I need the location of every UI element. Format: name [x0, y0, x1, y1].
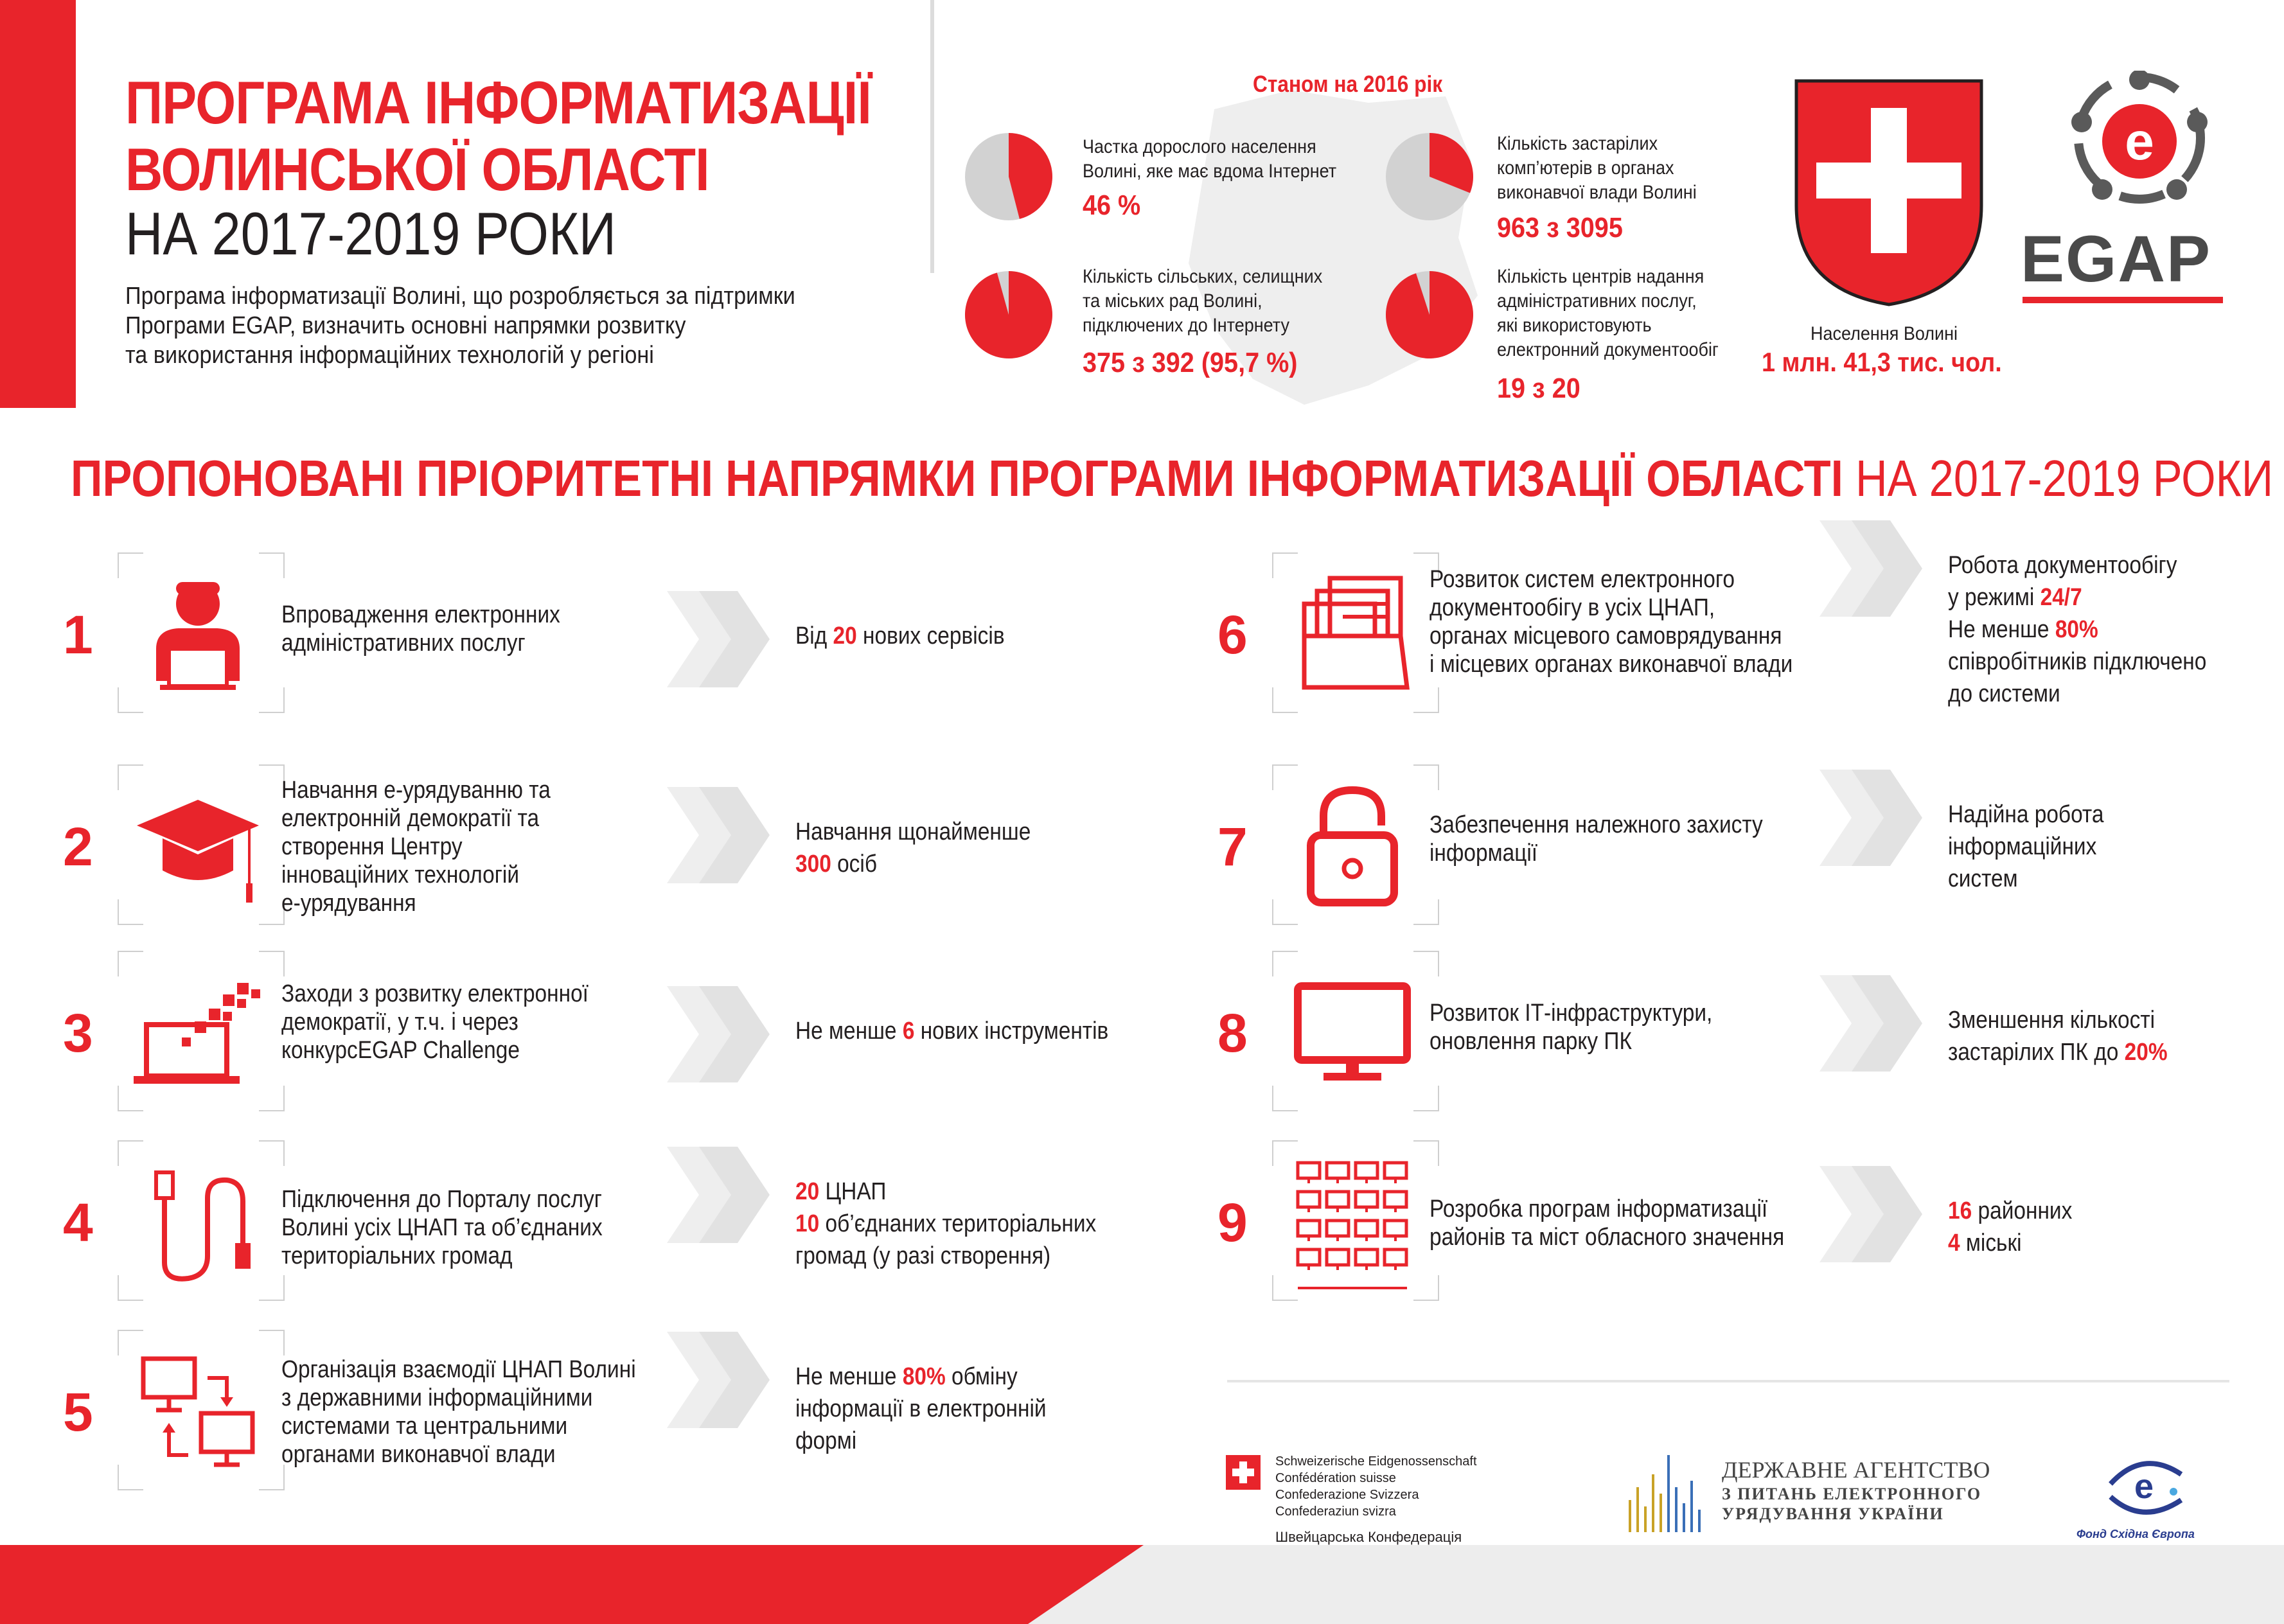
egap-logo-underline — [2023, 297, 2223, 303]
page-title-line2: ВОЛИНСЬКОЇ ОБЛАСТІ — [125, 136, 709, 203]
priority-number: 7 — [1217, 816, 1248, 877]
stat-pie-1 — [964, 132, 1054, 222]
chevron-right-icon — [667, 1147, 770, 1243]
chevron-right-icon — [667, 591, 770, 687]
priority-result: Від 20 нових сервісів — [795, 622, 1005, 649]
egap-logo-icon — [2043, 71, 2236, 212]
egap-logo-text: EGAP — [2021, 222, 2212, 296]
agency-name-line3: УРЯДУВАННЯ УКРАЇНИ — [1722, 1505, 1944, 1523]
stats-as-of: Станом на 2016 рік — [1253, 71, 1443, 97]
footer-divider — [1227, 1380, 2229, 1382]
intro-text: Програма інформатизації Волині, що розробляється за підтримки Програми EGAP, визначить основні напрямки розвитку та використання інформаційних технологій у регіоні — [125, 283, 795, 369]
bottom-gray-band — [1028, 1545, 2284, 1624]
priority-number: 4 — [63, 1192, 93, 1253]
graduation-cap-icon — [118, 764, 285, 925]
priority-text: Заходи з розвитку електронної демократії, у т.ч. і через конкурсEGAP Challenge — [281, 980, 589, 1064]
header-divider — [930, 0, 934, 273]
priority-number: 9 — [1217, 1192, 1248, 1253]
stat-1-value: 46 % — [1083, 190, 1141, 221]
svg-text:e: e — [2134, 1467, 2154, 1506]
priority-result: Навчання щонайменше 300 осіб — [795, 818, 1031, 878]
priority-result: Робота документообігу у режимі 24/7 Не менше 80% співробітників підключено до системи — [1948, 552, 2207, 707]
stat-3-text: Кількість сільських, селищних та міських рад Волині, підключених до Інтернету — [1083, 266, 1323, 336]
stat-4-value: 19 з 20 — [1497, 373, 1580, 404]
priority-text: Підключення до Порталу послуг Волині усіх ЦНАП та об’єднаних територіальних громад — [281, 1186, 603, 1269]
agency-emblem-icon — [1625, 1449, 1709, 1545]
stat-pie-2 — [1385, 132, 1474, 222]
monitor-icon — [1272, 951, 1439, 1111]
monitors-exchange-icon — [118, 1330, 285, 1490]
coat-of-arms-icon — [1793, 77, 1985, 308]
priority-number: 8 — [1217, 1003, 1248, 1063]
priority-text: Розвиток ІТ-інфраструктури, оновлення парку ПК — [1430, 1000, 1713, 1055]
page-title-line3: НА 2017-2019 РОКИ — [125, 200, 617, 267]
priority-result: Зменшення кількості застарілих ПК до 20% — [1948, 1007, 2168, 1066]
priority-text: Організація взаємодії ЦНАП Волині з державними інформаційними системами та центральними органами виконавчої влади — [281, 1356, 636, 1468]
priorities-title: ПРОПОНОВАНІ ПРІОРИТЕТНІ НАПРЯМКИ ПРОГРАМИ ІНФОРМАТИЗАЦІЇ ОБЛАСТІ НА 2017-2019 РОКИ — [71, 450, 2274, 507]
stat-2-value: 963 з 3095 — [1497, 212, 1623, 243]
priority-number: 1 — [63, 605, 93, 665]
stat-4-text: Кількість центрів надання адміністративних послуг, які використовують електронний документообіг — [1497, 266, 1719, 360]
chevron-right-icon — [667, 1332, 770, 1428]
svg-text:e: e — [2125, 112, 2154, 171]
priority-number: 5 — [63, 1382, 93, 1442]
east-europe-fund-name: Фонд Східна Європа — [2076, 1528, 2195, 1540]
stat-2-text: Кількість застарілих комп’ютерів в органах виконавчої влади Волині — [1497, 133, 1697, 203]
swiss-confederation-ua: Швейцарська Конфедерація — [1275, 1529, 1462, 1545]
swiss-confederation-text: Schweizerische Eidgenossenschaft Confédération suisse Confederazione Svizzera Confederaziun svizra — [1275, 1454, 1477, 1519]
priority-text: Розробка програм інформатизації районів та міст обласного значення — [1430, 1196, 1785, 1251]
priority-result: Не менше 80% обміну інформації в електронній формі — [795, 1363, 1047, 1454]
chevron-right-icon — [1819, 1166, 1922, 1262]
agency-name-line1: ДЕРЖАВНЕ АГЕНТСТВО — [1722, 1457, 1990, 1483]
laptop-pixels-icon — [118, 951, 285, 1111]
stat-pie-3 — [964, 270, 1054, 360]
priority-result: Надійна робота інформаційних систем — [1948, 801, 2104, 892]
population-label: Населення Волині — [1810, 323, 1958, 344]
population-value: 1 млн. 41,3 тис. чол. — [1762, 347, 2002, 377]
chevron-right-icon — [1819, 520, 1922, 617]
stat-pie-4 — [1385, 270, 1474, 360]
priority-number: 2 — [63, 816, 93, 877]
priority-result: Не менше 6 нових інструментів — [795, 1018, 1109, 1045]
swiss-flag-icon — [1226, 1455, 1261, 1490]
documents-folder-icon — [1272, 552, 1439, 713]
chevron-right-icon — [667, 787, 770, 883]
stat-3-value: 375 з 392 (95,7 %) — [1083, 347, 1298, 378]
priority-result: 20 ЦНАП 10 об’єднаних територіальних громад (у разі створення) — [795, 1178, 1097, 1269]
priority-text: Забезпечення належного захисту інформації — [1430, 811, 1763, 867]
priority-text: Навчання е-урядуванню та електронній демократії та створення Центру інноваційних технологій е-урядування — [281, 777, 551, 917]
chevron-right-icon — [1819, 770, 1922, 866]
network-grid-icon — [1272, 1140, 1439, 1301]
priority-text: Впровадження електронних адміністративних послуг — [281, 601, 560, 657]
padlock-icon — [1272, 764, 1439, 925]
user-laptop-icon — [118, 552, 285, 713]
east-europe-fund-logo-icon — [2091, 1445, 2194, 1522]
usb-cable-icon — [118, 1140, 285, 1301]
left-accent-bar — [0, 0, 76, 408]
priority-number: 6 — [1217, 605, 1248, 665]
page-title-line1: ПРОГРАМА ІНФОРМАТИЗАЦІЇ — [125, 69, 871, 136]
chevron-right-icon — [1819, 975, 1922, 1072]
stat-1-text: Частка дорослого населення Волині, яке має вдома Інтернет — [1083, 136, 1337, 182]
priority-number: 3 — [63, 1003, 93, 1063]
priority-result: 16 районних 4 міські — [1948, 1197, 2073, 1257]
priority-text: Розвиток систем електронного документообігу в усіх ЦНАП, органах місцевого самоврядування і місцевих органах виконавчої влади — [1430, 566, 1793, 678]
agency-name-line2: З ПИТАНЬ ЕЛЕКТРОННОГО — [1722, 1485, 1982, 1503]
chevron-right-icon — [667, 986, 770, 1082]
